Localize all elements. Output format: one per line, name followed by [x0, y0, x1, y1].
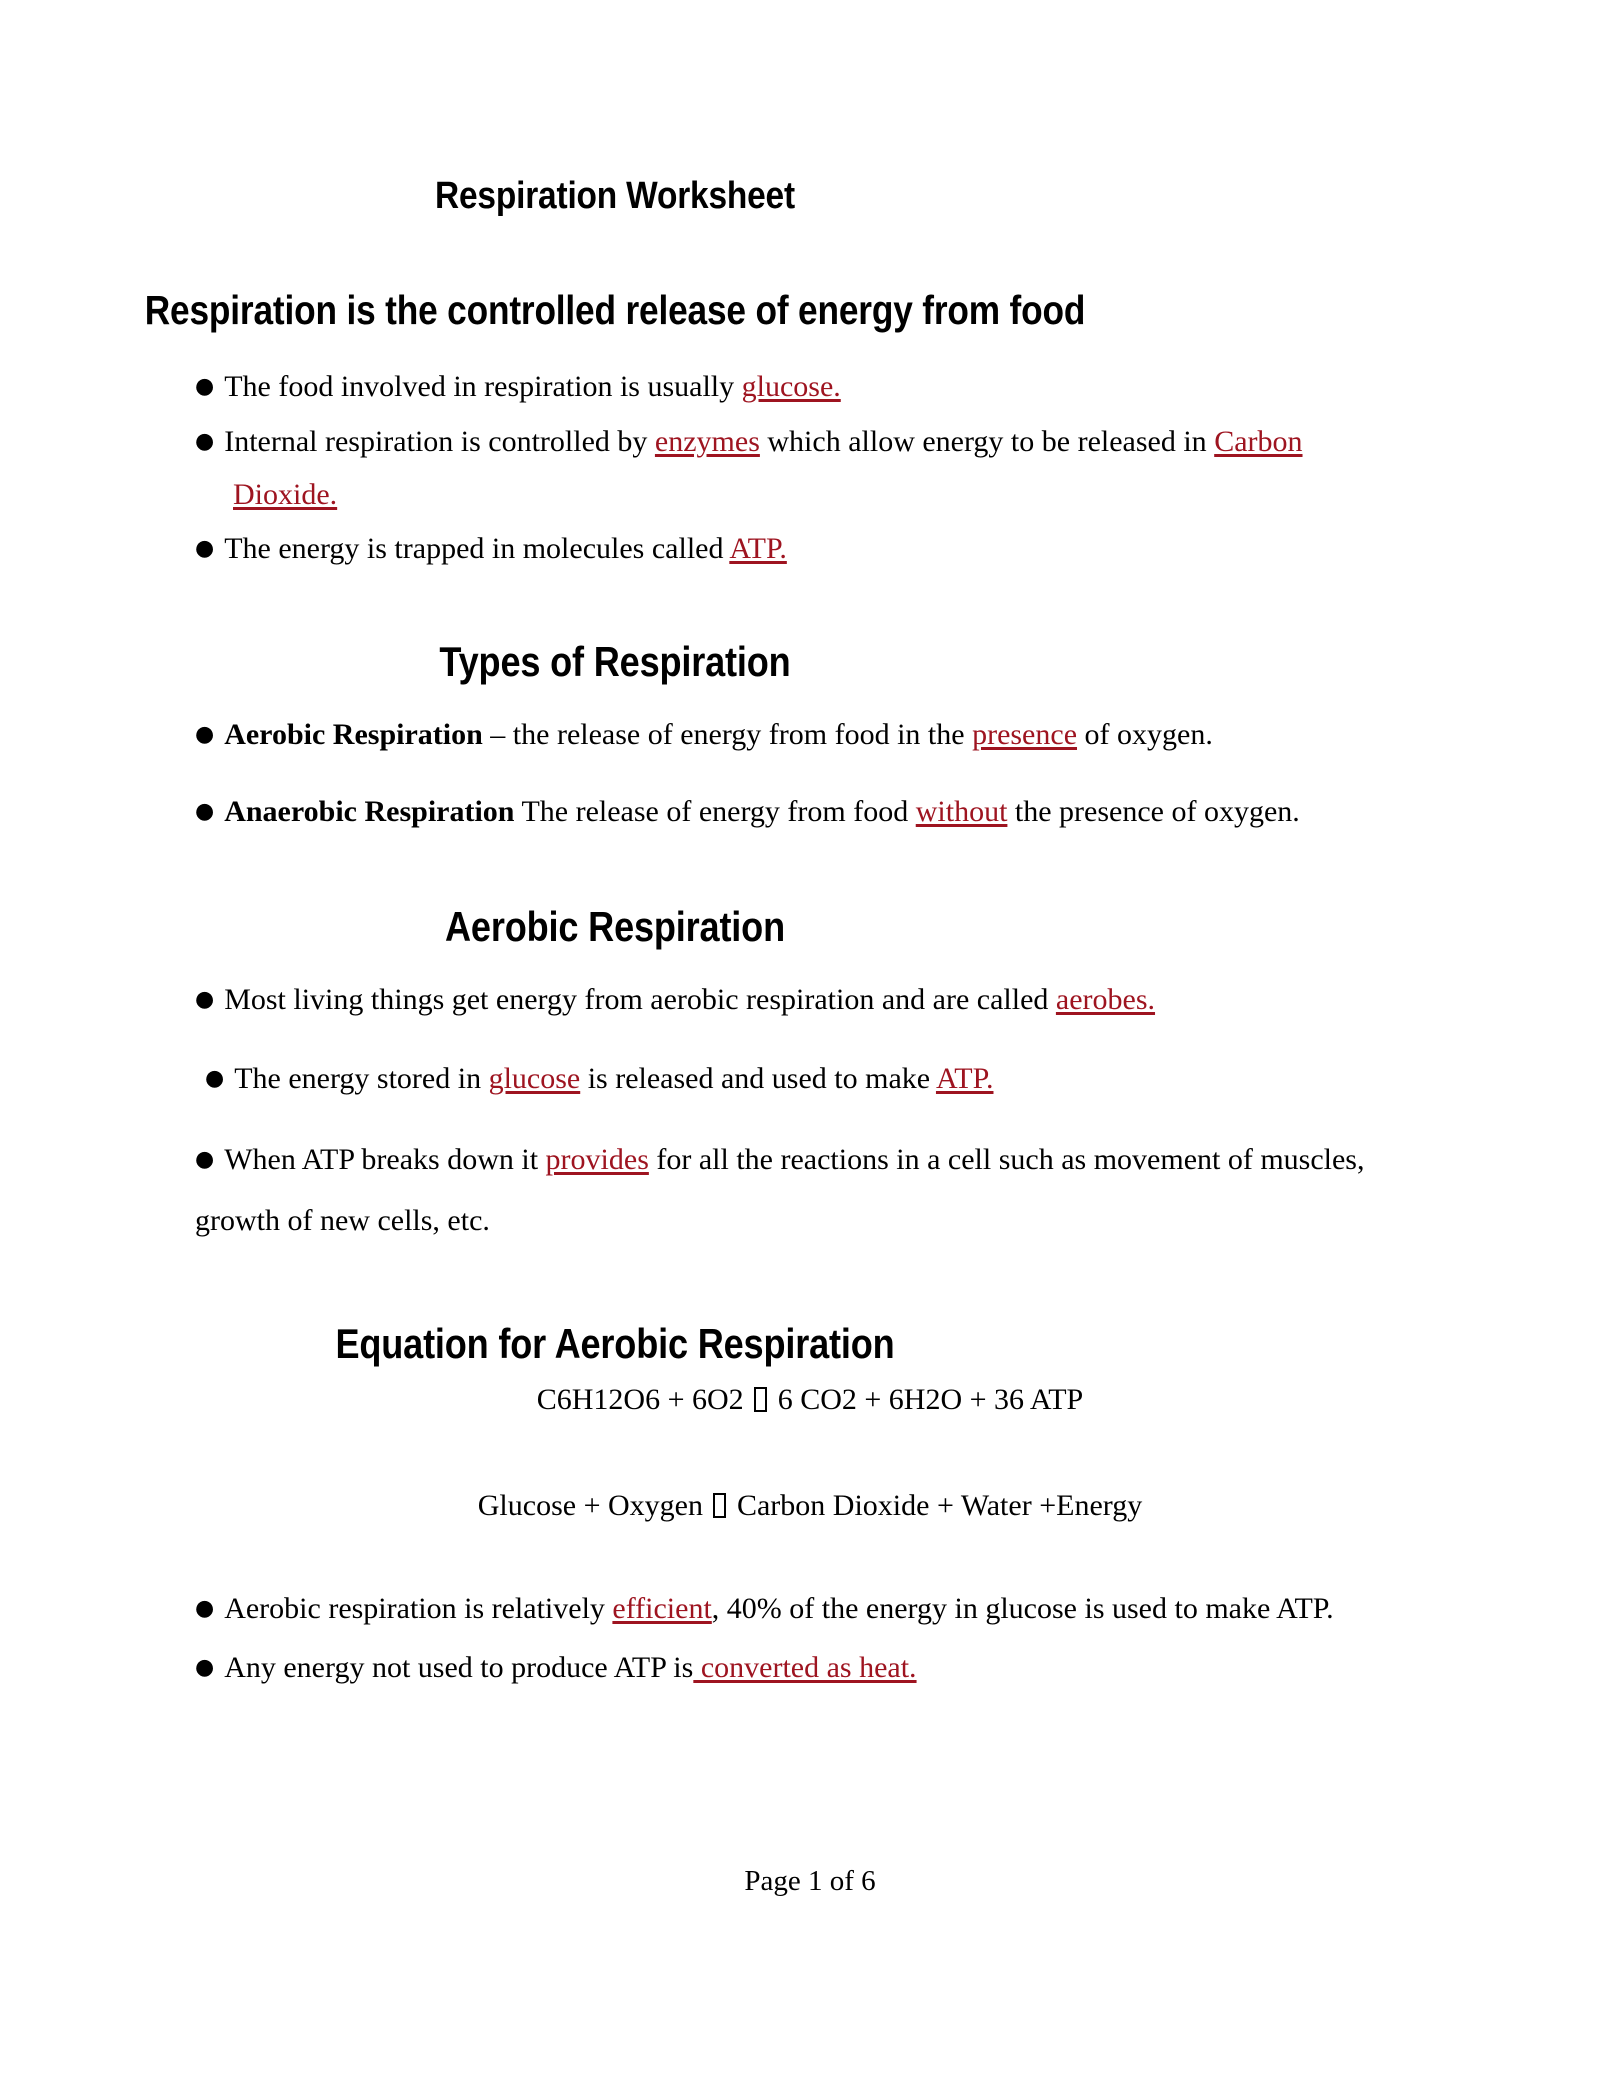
bullet-icon: ● — [195, 1596, 215, 1621]
page-footer: Page 1 of 6 — [744, 1865, 876, 1897]
section-heading-equation-for-aerobic-respiration: Equation for Aerobic Respiration — [335, 1320, 895, 1367]
bullet-text-static-2: for all the reactions in a cell such as movement of muscles, — [648, 1143, 1365, 1176]
word-equation — [0, 1489, 1620, 1523]
list-item — [195, 1064, 1435, 1094]
answer-blank-efficient: efficient — [612, 1592, 712, 1625]
answer-blank-glucose-2: glucose — [488, 1062, 581, 1095]
list-item — [195, 1145, 1425, 1175]
bullet-icon: ● — [195, 374, 215, 399]
bullet-text-static-2: the presence of oxygen. — [1007, 795, 1300, 828]
bullet-icon: ● — [205, 1066, 225, 1091]
bullet-icon: ● — [195, 799, 215, 824]
section-heading-aerobic-respiration: Aerobic Respiration — [445, 903, 785, 950]
bullet-icon: ● — [195, 722, 215, 747]
bullet-icon: ● — [195, 1655, 215, 1680]
bullet-text-static: The energy stored in — [234, 1062, 489, 1095]
bullet-text-static: Aerobic respiration is relatively — [224, 1592, 613, 1625]
answer-blank-glucose: glucose. — [741, 370, 841, 403]
bullet-text-static: The release of energy from food — [514, 795, 916, 828]
list-item-continuation: growth of new cells, etc. — [195, 1204, 490, 1237]
bullet-text-static-2: which allow energy to be released in — [759, 425, 1215, 458]
bullet-icon: ● — [195, 536, 215, 561]
answer-blank-atp-2: ATP. — [935, 1062, 994, 1095]
list-item — [195, 1594, 1425, 1624]
symbol-equation — [0, 1383, 1620, 1417]
bullet-text-static: Internal respiration is controlled by — [224, 425, 655, 458]
section-heading-types-of-respiration: Types of Respiration — [439, 638, 791, 685]
symbol-equation-products: 6 CO2 + 6H2O + 36 ATP — [777, 1383, 1084, 1416]
answer-blank-carbon: Carbon — [1214, 425, 1303, 458]
word-equation-products: Carbon Dioxide + Water +Energy — [736, 1489, 1143, 1522]
bullet-text-static: The energy is trapped in molecules called — [224, 532, 730, 565]
list-item-continuation — [195, 480, 1463, 510]
list-item — [195, 797, 1425, 827]
answer-blank-converted-as-heat: converted as heat. — [693, 1651, 917, 1684]
answer-blank-enzymes: enzymes — [654, 425, 760, 458]
term-aerobic-respiration: Aerobic Respiration — [224, 718, 483, 751]
bullet-icon: ● — [195, 987, 215, 1012]
answer-blank-atp: ATP. — [729, 532, 787, 565]
bullet-text-static: Any energy not used to produce ATP is — [224, 1651, 694, 1684]
reaction-arrow-icon — [713, 1493, 726, 1518]
answer-blank-dioxide: Dioxide. — [233, 478, 338, 511]
bullet-text-static: When ATP breaks down it — [224, 1143, 546, 1176]
word-equation-reactants: Glucose + Oxygen — [477, 1489, 703, 1522]
answer-blank-aerobes: aerobes. — [1055, 983, 1156, 1016]
bullet-text-static: The food involved in respiration is usually — [224, 370, 742, 403]
list-item — [195, 1653, 1425, 1683]
answer-blank-presence: presence — [972, 718, 1078, 751]
answer-blank-without: without — [915, 795, 1008, 828]
page-title: Respiration Worksheet — [435, 175, 795, 217]
bullet-text-static-2: , 40% of the energy in glucose is used to make ATP. — [711, 1592, 1334, 1625]
bullet-text-static: Most living things get energy from aerobic respiration and are called — [224, 983, 1056, 1016]
reaction-arrow-icon — [754, 1387, 767, 1412]
bullet-text-static: – the release of energy from food in the — [482, 718, 973, 751]
list-item — [195, 372, 1425, 402]
answer-blank-provides: provides — [545, 1143, 649, 1176]
list-item — [195, 534, 1425, 564]
bullet-text-static-2: of oxygen. — [1077, 718, 1213, 751]
bullet-icon: ● — [195, 1147, 215, 1172]
bullet-text-static-2: is released and used to make — [580, 1062, 936, 1095]
symbol-equation-reactants: C6H12O6 + 6O2 — [536, 1383, 744, 1416]
list-item — [195, 427, 1425, 457]
term-anaerobic-respiration: Anaerobic Respiration — [224, 795, 515, 828]
list-item — [195, 720, 1425, 750]
list-item — [195, 985, 1425, 1015]
bullet-icon: ● — [195, 429, 215, 454]
section-heading-respiration-definition: Respiration is the controlled release of energy from food — [144, 287, 1086, 333]
